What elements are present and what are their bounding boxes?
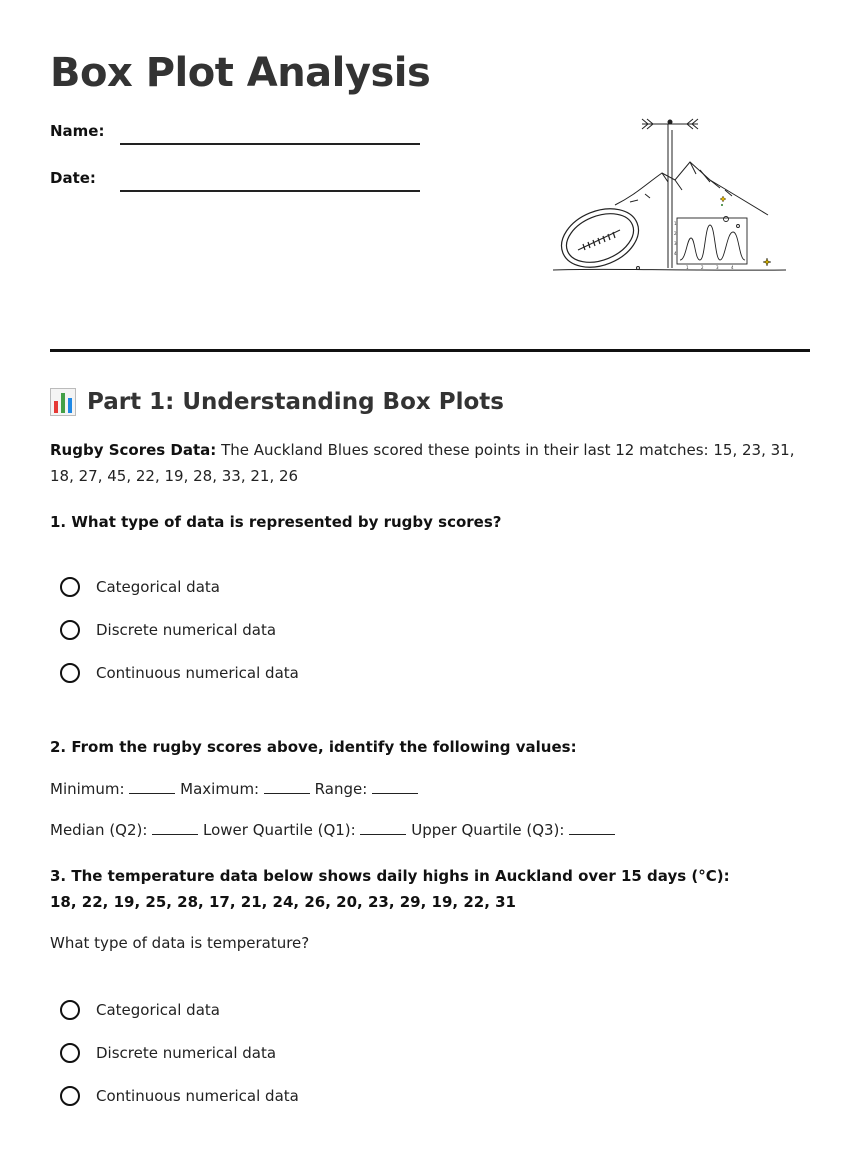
maximum-label: Maximum: bbox=[180, 780, 260, 798]
q2-row-2 bbox=[50, 817, 810, 843]
q3-option-label: Categorical data bbox=[96, 1001, 220, 1019]
rugby-data-label: Rugby Scores Data: bbox=[50, 441, 217, 459]
part1-heading bbox=[50, 388, 504, 416]
page-title: Box Plot Analysis bbox=[50, 50, 431, 96]
sparkle-icon bbox=[720, 196, 771, 266]
lower-quartile-label: Lower Quartile (Q1): bbox=[203, 821, 356, 839]
upper-quartile-label: Upper Quartile (Q3): bbox=[411, 821, 565, 839]
svg-text:3: 3 bbox=[716, 265, 719, 270]
q3-option-discrete[interactable] bbox=[60, 1043, 276, 1063]
minimum-label: Minimum: bbox=[50, 780, 125, 798]
name-label: Name: bbox=[50, 122, 105, 140]
svg-text:4: 4 bbox=[731, 265, 734, 270]
q1-option-label: Discrete numerical data bbox=[96, 621, 277, 639]
svg-text:2: 2 bbox=[701, 265, 704, 270]
weather-vane-icon bbox=[642, 119, 698, 268]
worksheet-page bbox=[50, 0, 810, 1161]
part1-heading-text: Part 1: Understanding Box Plots bbox=[87, 389, 504, 415]
question-3-prompt: What type of data is temperature? bbox=[50, 934, 310, 952]
rugby-ball-icon bbox=[553, 198, 647, 278]
range-label: Range: bbox=[314, 780, 368, 798]
bar-chart-icon bbox=[50, 388, 76, 416]
section-divider bbox=[50, 349, 810, 352]
temperature-data: 18, 22, 19, 25, 28, 17, 21, 24, 26, 20, 23, 29, 19, 22, 31 bbox=[50, 893, 516, 911]
q1-option-label: Categorical data bbox=[96, 578, 220, 596]
svg-text:4: 4 bbox=[674, 251, 677, 256]
q1-option-continuous[interactable] bbox=[60, 663, 299, 683]
q3-radio-categorical[interactable] bbox=[60, 1000, 80, 1020]
svg-text:2: 2 bbox=[674, 231, 677, 236]
lower-quartile-blank[interactable] bbox=[360, 820, 406, 835]
maximum-blank[interactable] bbox=[264, 779, 310, 794]
mini-chart-icon bbox=[674, 217, 747, 271]
question-1: 1. What type of data is represented by rugby scores? bbox=[50, 513, 502, 531]
header-illustration bbox=[550, 110, 790, 280]
q3-option-categorical[interactable] bbox=[60, 1000, 220, 1020]
svg-text:1: 1 bbox=[686, 265, 689, 270]
q3-option-label: Discrete numerical data bbox=[96, 1044, 277, 1062]
rugby-data-paragraph bbox=[50, 437, 810, 489]
svg-text:3: 3 bbox=[674, 241, 677, 246]
q1-option-label: Continuous numerical data bbox=[96, 664, 299, 682]
q1-radio-continuous[interactable] bbox=[60, 663, 80, 683]
q2-row-1 bbox=[50, 776, 810, 802]
mountain-icon bbox=[615, 162, 768, 215]
name-field[interactable] bbox=[120, 143, 420, 145]
q1-option-categorical[interactable] bbox=[60, 577, 220, 597]
minimum-blank[interactable] bbox=[129, 779, 175, 794]
q1-option-discrete[interactable] bbox=[60, 620, 276, 640]
q3-radio-continuous[interactable] bbox=[60, 1086, 80, 1106]
q1-radio-discrete[interactable] bbox=[60, 620, 80, 640]
date-field[interactable] bbox=[120, 190, 420, 192]
date-label: Date: bbox=[50, 169, 96, 187]
median-blank[interactable] bbox=[152, 820, 198, 835]
q3-radio-discrete[interactable] bbox=[60, 1043, 80, 1063]
q3-option-continuous[interactable] bbox=[60, 1086, 299, 1106]
rugby-data-text: The Auckland Blues scored these points in their last 12 matches: 15, 23, 31, 18, 27, 45, 22, 19, 28, 33, 21, 26 bbox=[50, 441, 795, 485]
q3-option-label: Continuous numerical data bbox=[96, 1087, 299, 1105]
upper-quartile-blank[interactable] bbox=[569, 820, 615, 835]
median-label: Median (Q2): bbox=[50, 821, 148, 839]
question-3-text: 3. The temperature data below shows daily highs in Auckland over 15 days (°C): bbox=[50, 867, 730, 885]
question-3 bbox=[50, 863, 810, 915]
question-2: 2. From the rugby scores above, identify the following values: bbox=[50, 738, 577, 756]
q1-radio-categorical[interactable] bbox=[60, 577, 80, 597]
svg-text:1: 1 bbox=[674, 221, 677, 226]
range-blank[interactable] bbox=[372, 779, 418, 794]
